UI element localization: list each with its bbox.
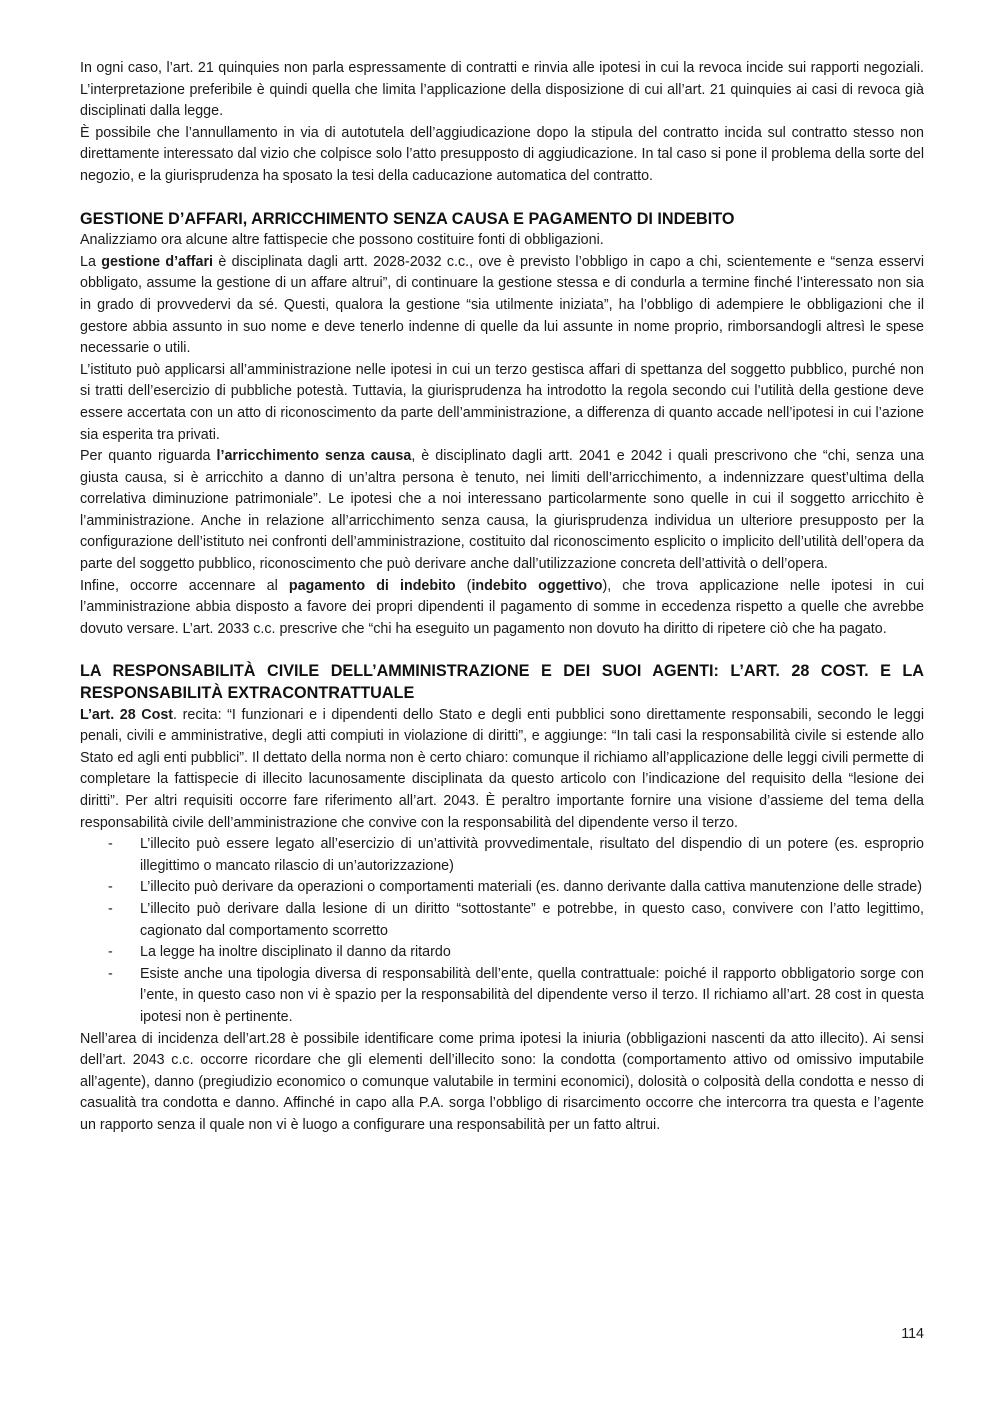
section-gap	[80, 640, 924, 661]
intro-paragraph-1: In ogni caso, l’art. 21 quinquies non parla espressamente di contratti e rinvia alle ipotesi in cui la revoca incide sui rapporti negoziali. L’interpretazione preferibile è quindi quella che limita l’applicazione della disposizione di cui all’art. 21 quinquies ai casi di revoca già disciplinati dalla legge.	[80, 60, 924, 120]
dash-bullet: -	[108, 944, 113, 961]
dash-bullet: -	[108, 836, 113, 853]
section2-paragraph-2: Nell’area di incidenza dell’art.28 è possibile identificare come prima ipotesi la iniuria (obbligazioni nascenti da atto illecito). Ai sensi dell’art. 2043 c.c. occorre ricordare che gli elementi dell’illecito sono: la condotta (comportamento attivo od omissivo imputabile all’agente), danno (pregiudizio economico o comunque valutabile in termini economici), dolosità o colposità della condotta e nesso di casualità tra condotta e danno. Affinché in capo alla P.A. sorga l’obbligo di risarcimento occorre che intercorra tra questa e l’agente un rapporto senza il quale non vi è luogo a configurare una responsabilità per un fatto altrui.	[80, 1030, 924, 1133]
list-item: - Esiste anche una tipologia diversa di responsabilità dell’ente, quella contrattuale: poiché il rapporto obbligatorio sorge con l’ente, in questo caso non vi è spazio per la responsabilità del dipendente verso il terzo. Il richiamo all’art. 28 cost in questa ipotesi non è pertinente.	[108, 965, 924, 1025]
section-heading-gestione-affari: GESTIONE D’AFFARI, ARRICCHIMENTO SENZA CAUSA E PAGAMENTO DI INDEBITO	[80, 209, 735, 228]
term-gestione-affari: gestione d’affari	[101, 253, 214, 270]
document-page	[80, 58, 924, 1137]
section2-paragraph-1: L’art. 28 Cost. recita: “I funzionari e i dipendenti dello Stato e degli enti pubblici sono direttamente responsabili, secondo le leggi penali, civili e amministrative, degli atti compiuti in violazione di diritti”, e aggiunge: “In tali casi la responsabilità civile si estende allo Stato ed agli enti pubblici”. Il dettato della norma non è certo chiaro: comunque il richiamo all’applicazione delle leggi civili permette di completare la fattispecie di illecito lacunosamente disciplinata da questo articolo con l’indicazione del requisito della “lesione dei diritti”. Per altri requisiti occorre fare riferimento all’art. 2043. È peraltro importante fornire una visione d’assieme del tema della responsabilità civile dell’amministrazione che convive con la responsabilità del dipendente verso il terzo.	[80, 706, 924, 831]
list-item: - L’illecito può derivare da operazioni o comportamenti materiali (es. danno derivante dalla cattiva manutenzione delle strade)	[80, 877, 924, 899]
dash-bullet: -	[108, 900, 113, 917]
section1-paragraph-3: L’istituto può applicarsi all’amministrazione nelle ipotesi in cui un terzo gestisca affari di spettanza del soggetto pubblico, purché non si tratti dell’esercizio di pubbliche potestà. Tuttavia, la giurisprudenza ha introdotto la regola secondo cui l’utilità della gestione deve essere accertata con un atto di riconoscimento da parte dell’amministrazione, a differenza di quanto accade nell’ipotesi in cui l’azione sia esperita tra privati.	[80, 361, 924, 443]
term-art-28-cost: L’art. 28 Cost	[80, 706, 174, 723]
list-item: - L’illecito può derivare dalla lesione di un diritto “sottostante” e potrebbe, in questo caso, convivere con l’atto legittimo, cagionato dal comportamento scorretto	[108, 900, 924, 939]
section1-paragraph-4: Per quanto riguarda l’arricchimento senza causa, è disciplinato dagli artt. 2041 e 2042 i quali prescrivono che “chi, senza una giusta causa, si è arricchito a danno di un’altra persona è tenuto, nei limiti dell’arricchimento, a indennizzare quest’ultima della correlativa diminuzione patrimoniale”. Le ipotesi che a noi interessano particolarmente sono quelle in cui il soggetto arricchito è l’amministrazione. Anche in relazione all’arricchimento senza causa, la giurisprudenza individua un ulteriore presupposto per la configurazione dell’istituto nei confronti dell’amministrazione, costituito dal riconoscimento esplicito o implicito dell’utilità dell’opera da parte del soggetto pubblico, riconoscimento che può derivare anche dall’utilizzazione concreta dell’attività o dell’opera.	[80, 448, 924, 573]
section1-paragraph-5: Infine, occorre accennare al pagamento di indebito (indebito oggettivo), che trova applicazione nelle ipotesi in cui l’amministrazione abbia disposto a favore dei propri dipendenti il pagamento di somme in eccedenza rispetto a quelle che avrebbe dovuto versare. L’art. 2033 c.c. prescrive che “chi ha eseguito un pagamento non dovuto ha diritto di ripetere ciò che ha pagato.	[80, 577, 925, 637]
intro-paragraph-2: È possibile che l’annullamento in via di autotutela dell’aggiudicazione dopo la stipula del contratto incida sul contratto stesso non direttamente interessato dal vizio che colpisce solo l’atto presupposto di aggiudicazione. In tal caso si pone il problema della sorte del negozio, e la giurisprudenza ha sposato la tesi della caducazione automatica del contratto.	[80, 124, 924, 184]
list-item: - La legge ha inoltre disciplinato il danno da ritardo	[80, 942, 924, 964]
page-number: 114	[901, 1326, 924, 1342]
section1-paragraph-2: La gestione d’affari è disciplinata dagli artt. 2028-2032 c.c., ove è previsto l’obbligo in capo a chi, scientemente e “senza esservi obbligato, assume la gestione di un affare altrui”, di continuare la gestione stessa e di condurla a termine finché l’interessato non sia in grado di provvedervi da sé. Questi, qualora la gestione “sia utilmente iniziata”, ha l’obbligo di adempiere le obbligazioni che il gestore abbia assunto in suo nome e deve tenerlo indenne di quelle da lui assunte in nome proprio, rimborsandogli altresì le spese necessarie o utili.	[80, 253, 924, 357]
illecito-list	[80, 834, 924, 1028]
section-heading-responsabilita-civile: LA RESPONSABILITÀ CIVILE DELL’AMMINISTRAZIONE E DEI SUOI AGENTI: L’ART. 28 COST. E LA RESPONSABILITÀ EXTRACONTRATTUALE	[80, 662, 924, 703]
term-indebito-oggettivo: indebito oggettivo	[471, 577, 603, 594]
section1-paragraph-1: Analizziamo ora alcune altre fattispecie che possono costituire fonti di obbligazioni.	[80, 232, 604, 249]
dash-bullet: -	[108, 879, 113, 896]
term-arricchimento-senza-causa: l’arricchimento senza causa	[216, 448, 412, 465]
list-item: - L’illecito può essere legato all’esercizio di un’attività provvedimentale, risultato del dispendio di un potere (es. esproprio illegittimo o mancato rilascio di un’autorizzazione)	[108, 836, 924, 874]
section-gap	[80, 188, 924, 209]
dash-bullet: -	[108, 965, 113, 982]
term-pagamento-indebito: pagamento di indebito	[288, 577, 456, 594]
